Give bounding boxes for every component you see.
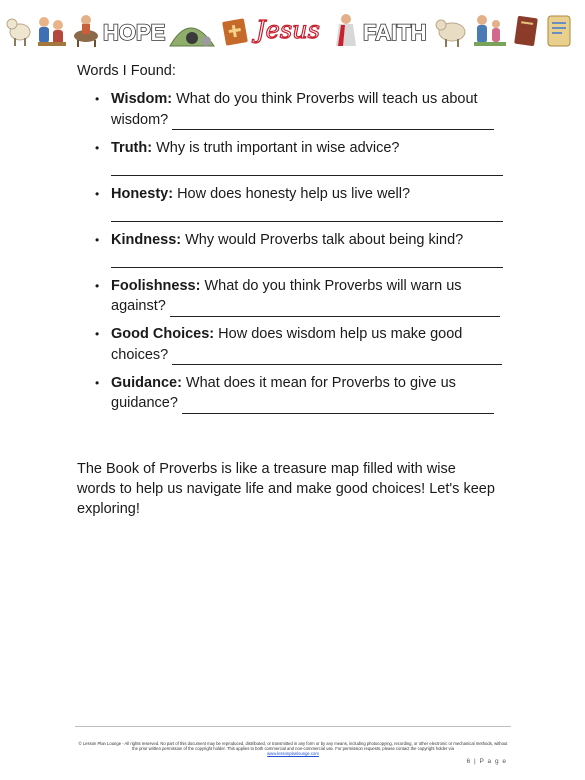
banner-word-jesus: Jesus — [256, 16, 320, 44]
sheep-icon — [436, 20, 465, 47]
book-icon — [514, 16, 538, 47]
footer-divider — [75, 726, 511, 727]
answer-line-truth[interactable] — [111, 158, 503, 176]
answer-line-kindness[interactable] — [111, 250, 503, 268]
scroll-icon — [548, 16, 570, 46]
vocabulary-list — [95, 89, 515, 421]
term-foolishness: • Foolishness: What do you think Proverbs will warn us against? — [95, 276, 515, 317]
jesus-figure-icon — [336, 14, 356, 46]
bible-icon — [222, 18, 248, 45]
answer-line-foolishness[interactable] — [170, 300, 500, 317]
footer-copyright: © Lesson Plan Lounge - All rights reserved. No part of this document may be reproduced, distributed, or transmitted in any form or by any means, including photocopying, recording, or other electronic or mechanical methods, without the prior written permission of the copyright holder. This applies to both commercial and non-commercial use. For permission requests, please contact the copyright holder via www.lessonplanlounge.com — [78, 741, 508, 757]
header-banner — [0, 0, 585, 52]
empty-tomb-icon — [170, 28, 214, 46]
page-number: 6 | P a g e — [466, 758, 507, 765]
nativity-icon — [38, 17, 66, 46]
family-icon — [474, 15, 506, 46]
term-kindness: • Kindness: Why would Proverbs talk about being kind? — [95, 230, 515, 269]
banner-word-hope: HOPE — [103, 20, 166, 45]
lamb-icon — [7, 19, 30, 46]
closing-paragraph: The Book of Proverbs is like a treasure map filled with wise words to help us navigate life and make good choices! Let's keep exploring! — [77, 461, 495, 517]
answer-line-wisdom[interactable] — [172, 113, 494, 130]
donkey-rider-icon — [74, 15, 98, 47]
words-found-heading: Words I Found: — [77, 63, 176, 79]
term-wisdom: • Wisdom: What do you think Proverbs will teach us about wisdom? — [95, 89, 515, 130]
term-honesty: • Honesty: How does honesty help us live well? — [95, 184, 515, 223]
answer-line-guidance[interactable] — [182, 397, 494, 414]
term-good-choices: • Good Choices: How does wisdom help us make good choices? — [95, 324, 515, 365]
term-truth: • Truth: Why is truth important in wise advice? — [95, 138, 515, 177]
term-guidance: • Guidance: What does it mean for Proverbs to give us guidance? — [95, 373, 515, 414]
answer-line-honesty[interactable] — [111, 204, 503, 222]
footer-website-link[interactable]: www.lessonplanlounge.com — [267, 751, 319, 757]
banner-word-faith: FAITH — [363, 20, 427, 45]
answer-line-good-choices[interactable] — [172, 348, 502, 365]
